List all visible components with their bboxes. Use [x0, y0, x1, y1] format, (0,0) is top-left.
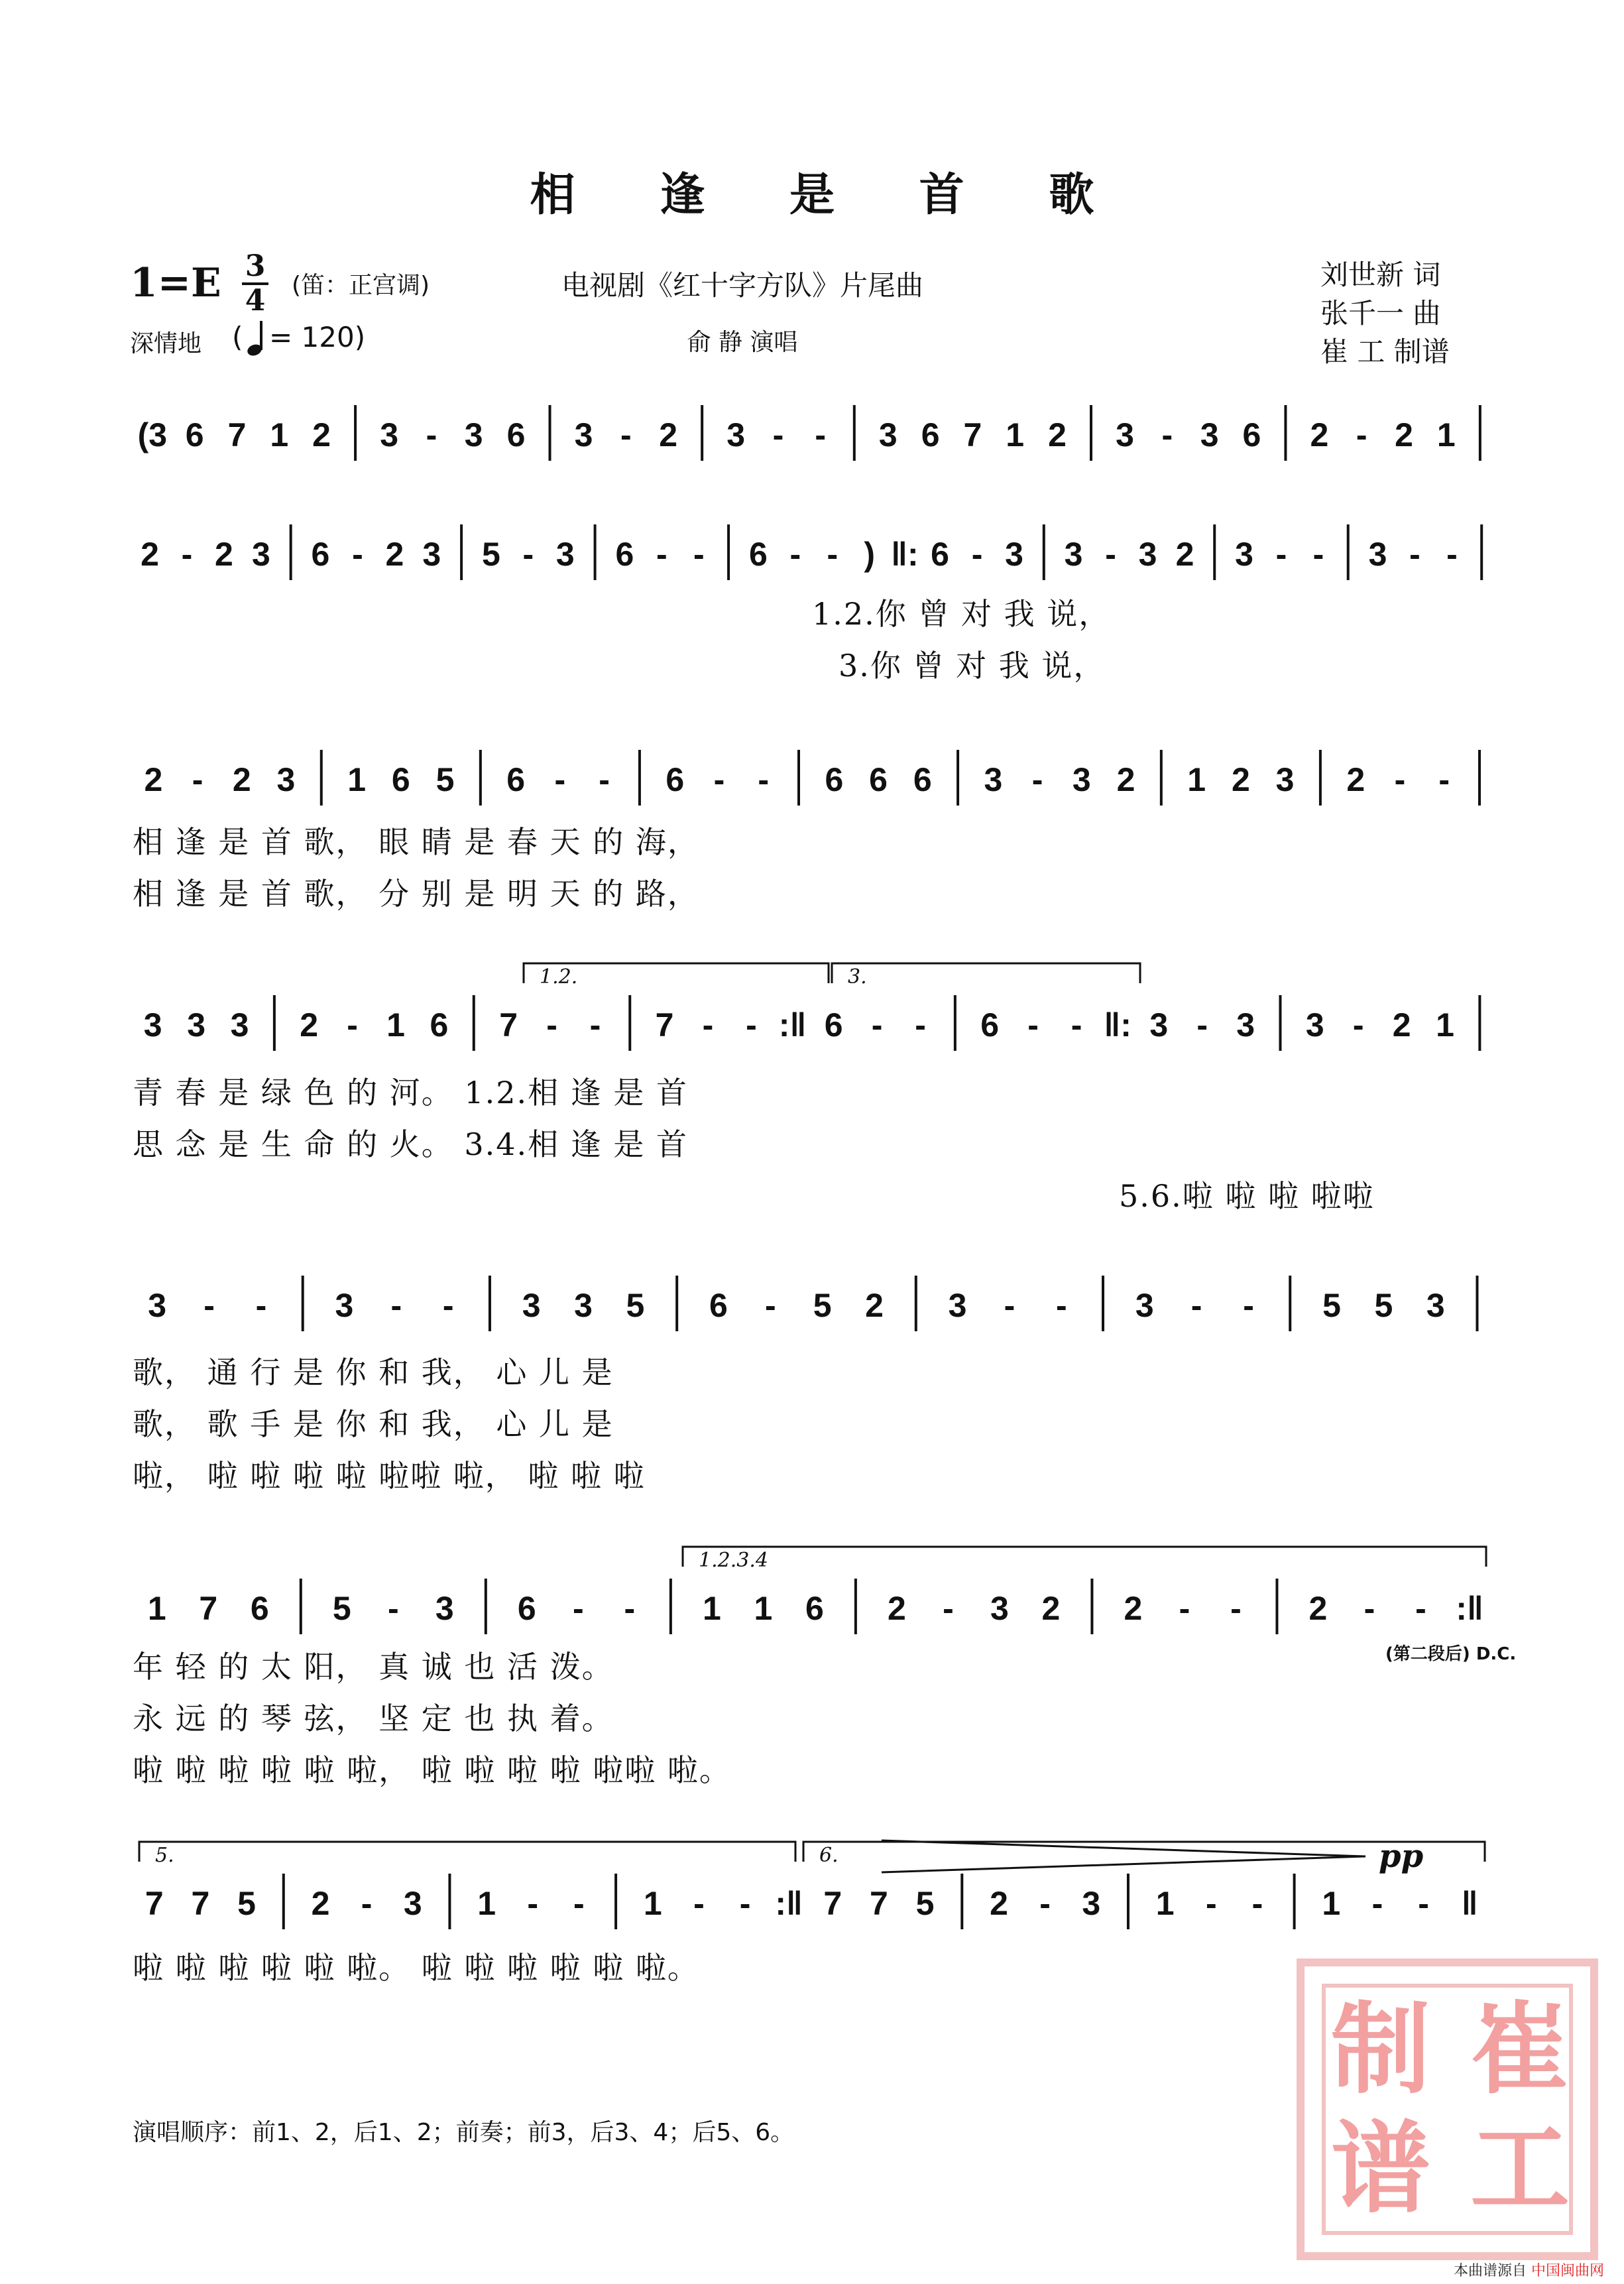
subtitle: 电视剧《红十字方队》片尾曲 — [561, 269, 923, 302]
note-glyph: ‖: — [891, 536, 919, 573]
lyric-row5-line3: 啦， 啦 啦 啦 啦 啦啦 啦， 啦 啦 啦 — [133, 1458, 646, 1494]
note-glyph: 6 — [506, 416, 526, 453]
lyric-row2-line2: 3.你 曾 对 我 说， — [839, 648, 1106, 684]
volta-label: 3. — [848, 965, 867, 989]
note-glyph: - — [181, 536, 193, 573]
note-glyph: - — [1105, 536, 1116, 573]
note-glyph: - — [1004, 1287, 1015, 1324]
note-glyph: 3 — [148, 1287, 167, 1324]
watermark-char: 谱 — [1331, 2110, 1431, 2227]
note-glyph: 2 — [1175, 536, 1194, 573]
note-glyph: 6 — [506, 761, 526, 798]
note-glyph: 3 — [1072, 761, 1091, 798]
credit-lyricist: 刘世新 词 — [1320, 259, 1441, 291]
note-glyph: - — [1071, 1006, 1082, 1044]
note-glyph: - — [1371, 1885, 1383, 1922]
note-glyph: - — [1031, 761, 1043, 798]
note-glyph: 1 — [477, 1885, 496, 1922]
note-glyph: 2 — [141, 536, 159, 573]
note-glyph: - — [1438, 761, 1450, 798]
lyric-row6-line3: 啦 啦 啦 啦 啦 啦， 啦 啦 啦 啦 啦啦 啦。 — [133, 1752, 731, 1788]
note-glyph: 6 — [311, 536, 330, 573]
note-glyph: 2 — [300, 1006, 319, 1044]
note-glyph: 3 — [555, 536, 575, 573]
note-glyph: 6 — [869, 761, 888, 798]
note-glyph: 2 — [215, 536, 233, 573]
watermark-char: 制 — [1331, 1991, 1431, 2108]
pianissimo-marking: pp — [1379, 1838, 1424, 1875]
note-glyph: - — [527, 1885, 539, 1922]
note-glyph: 6 — [825, 761, 844, 798]
note-glyph: - — [764, 1287, 776, 1324]
note-glyph: 5 — [915, 1885, 935, 1922]
note-glyph: 2 — [1116, 761, 1135, 798]
note-glyph: - — [1179, 1590, 1190, 1627]
lyric-row4-line3: 5.6.啦 啦 啦 啦啦 — [1119, 1178, 1375, 1214]
note-glyph: 3 — [1116, 416, 1134, 453]
note-glyph: 5 — [813, 1287, 832, 1324]
note-glyph: 5 — [237, 1885, 256, 1922]
note-glyph: - — [546, 1006, 557, 1044]
note-glyph: - — [620, 416, 632, 453]
note-glyph: - — [573, 1885, 585, 1922]
credit-transcriber: 崔 工 制谱 — [1320, 335, 1450, 368]
note-glyph: 3 — [948, 1287, 967, 1324]
note-glyph: 1 — [1436, 1006, 1454, 1044]
note-glyph: 6 — [1242, 416, 1261, 453]
note-glyph: 6 — [666, 761, 685, 798]
note-glyph: - — [815, 416, 827, 453]
note-glyph: 3 — [1149, 1006, 1169, 1044]
note-glyph: - — [1196, 1006, 1208, 1044]
note-glyph: 3 — [422, 536, 441, 573]
note-glyph: - — [1446, 536, 1458, 573]
note-glyph: ) — [864, 536, 876, 573]
note-glyph: :‖ — [778, 1006, 807, 1044]
note-glyph: 1 — [386, 1006, 405, 1044]
note-glyph: - — [361, 1885, 373, 1922]
note-glyph: - — [772, 416, 784, 453]
note-glyph: 3 — [984, 761, 1003, 798]
note-glyph: - — [1352, 1006, 1364, 1044]
note-glyph: - — [1205, 1885, 1217, 1922]
note-glyph: 2 — [311, 1885, 330, 1922]
note-glyph: - — [943, 1590, 954, 1627]
note-glyph: 3 — [574, 1287, 593, 1324]
note-glyph: 2 — [1048, 416, 1067, 453]
volta-bracket — [832, 963, 1140, 983]
lyric-row4-line1: 青 春 是 绿 色 的 河。 1.2.相 逢 是 首 — [133, 1075, 688, 1111]
note-glyph: 2 — [1124, 1590, 1143, 1627]
note-glyph: - — [915, 1006, 926, 1044]
note-glyph: 1 — [347, 761, 367, 798]
note-glyph: 1 — [270, 416, 289, 453]
note-glyph: 3 — [187, 1006, 206, 1044]
volta-label: 6. — [819, 1844, 839, 1867]
lyric-row3-line1: 相 逢 是 首 歌， 眼 睛 是 春 天 的 海， — [133, 824, 699, 860]
note-glyph: 3 — [522, 1287, 541, 1324]
note-glyph: 2 — [887, 1590, 906, 1627]
note-glyph: 3 — [574, 416, 593, 453]
note-glyph: 7 — [655, 1006, 674, 1044]
note-glyph: - — [589, 1006, 601, 1044]
note-glyph: 3 — [143, 1006, 162, 1044]
note-glyph: 3 — [1135, 1287, 1154, 1324]
note-glyph: 3 — [230, 1006, 249, 1044]
volta-bracket — [683, 1547, 1486, 1567]
hairpin — [882, 1840, 1365, 1872]
note-glyph: 6 — [913, 761, 932, 798]
note-glyph: 3 — [380, 416, 399, 453]
note-glyph: - — [739, 1885, 751, 1922]
note-glyph: - — [192, 761, 203, 798]
watermark-char: 工 — [1470, 2110, 1570, 2227]
note-glyph: 2 — [659, 416, 678, 453]
note-glyph: 6 — [980, 1006, 1000, 1044]
note-glyph: 6 — [748, 536, 768, 573]
song-title: 相 逢 是 首 歌 — [530, 168, 1129, 221]
note-glyph: - — [693, 536, 705, 573]
note-glyph: 3 — [403, 1885, 422, 1922]
volta-label: 1.2. — [540, 965, 578, 989]
volta-bracket — [139, 1842, 795, 1862]
note-glyph: - — [573, 1590, 584, 1627]
lyric-row2-line1: 1.2.你 曾 对 我 说， — [812, 596, 1111, 632]
note-glyph: 3 — [1368, 536, 1387, 573]
note-glyph: 6 — [615, 536, 634, 573]
note-glyph: 5 — [1322, 1287, 1341, 1324]
note-glyph: 7 — [199, 1590, 218, 1627]
note-glyph: 2 — [1041, 1590, 1061, 1627]
note-glyph: - — [1230, 1590, 1242, 1627]
note-glyph: ‖: — [1104, 1006, 1131, 1044]
lyric-row5-line1: 歌， 通 行 是 你 和 我， 心 儿 是 — [133, 1354, 614, 1390]
note-glyph: - — [390, 1287, 402, 1324]
note-glyph: - — [827, 536, 839, 573]
note-glyph: - — [522, 536, 534, 573]
note-glyph: 3 — [726, 416, 746, 453]
note-glyph: 5 — [332, 1590, 351, 1627]
tempo-open: ( — [232, 321, 243, 353]
note-glyph: 7 — [499, 1006, 518, 1044]
note-glyph: - — [1251, 1885, 1263, 1922]
time-signature-top: 3 — [245, 249, 266, 283]
key-signature: 1=E — [130, 260, 221, 306]
lyric-row6-line1: 年 轻 的 太 阳， 真 诚 也 活 泼。 — [133, 1649, 614, 1685]
note-glyph: 6 — [391, 761, 410, 798]
note-glyph: - — [871, 1006, 883, 1044]
note-glyph: 3 — [1005, 536, 1023, 573]
note-glyph: 6 — [250, 1590, 269, 1627]
note-glyph: 7 — [963, 416, 982, 453]
note-glyph: - — [1190, 1287, 1202, 1324]
note-glyph: - — [347, 1006, 358, 1044]
note-glyph: 2 — [1392, 1006, 1411, 1044]
note-glyph: - — [1243, 1287, 1254, 1324]
lyric-row4-line2: 思 念 是 生 命 的 火。 3.4.相 逢 是 首 — [133, 1126, 688, 1162]
note-glyph: 3 — [1275, 761, 1295, 798]
note-glyph: - — [1312, 536, 1324, 573]
note-glyph: - — [554, 761, 566, 798]
note-glyph: 5 — [481, 536, 500, 573]
performer: 俞 静 演唱 — [687, 329, 798, 356]
note-glyph: 2 — [865, 1287, 884, 1324]
note-glyph: 2 — [1231, 761, 1250, 798]
note-glyph: 3 — [1200, 416, 1219, 453]
note-glyph: - — [1055, 1287, 1067, 1324]
note-glyph: 3 — [1082, 1885, 1101, 1922]
note-glyph: 1 — [1187, 761, 1206, 798]
note-glyph: 3 — [1426, 1287, 1445, 1324]
note-glyph: 6 — [430, 1006, 449, 1044]
note-glyph: - — [352, 536, 363, 573]
note-glyph: - — [1275, 536, 1287, 573]
note-glyph: 5 — [1374, 1287, 1393, 1324]
note-glyph: 1 — [1322, 1885, 1341, 1922]
tempo-marking: = 120) — [269, 321, 366, 353]
note-glyph: 3 — [1235, 536, 1253, 573]
note-glyph: - — [1418, 1885, 1429, 1922]
watermark-stamp — [1297, 1958, 1598, 2260]
dc-marking: (第二段后) D.C. — [1385, 1644, 1517, 1664]
note-glyph: - — [746, 1006, 757, 1044]
note-glyph: 3 — [464, 416, 483, 453]
note-glyph: 7 — [227, 416, 247, 453]
note-glyph: 7 — [191, 1885, 210, 1922]
footer-site: 中国闽曲网 — [1531, 2263, 1604, 2279]
note-glyph: 6 — [824, 1006, 843, 1044]
note-glyph: 3 — [276, 761, 296, 798]
tuning-note: (笛：正宫调) — [292, 272, 430, 299]
note-glyph: 7 — [145, 1885, 164, 1922]
note-glyph: 2 — [1308, 1590, 1328, 1627]
note-glyph: 5 — [435, 761, 455, 798]
note-glyph: 2 — [312, 416, 331, 453]
note-glyph: 3 — [878, 416, 898, 453]
time-signature-bottom: 4 — [245, 284, 266, 318]
note-glyph: 2 — [990, 1885, 1008, 1922]
note-glyph: 2 — [232, 761, 251, 798]
note-glyph: 7 — [870, 1885, 888, 1922]
note-glyph: - — [758, 761, 769, 798]
note-glyph: 6 — [931, 536, 949, 573]
note-glyph: 1 — [702, 1590, 721, 1627]
note-glyph: 3 — [990, 1590, 1009, 1627]
note-glyph: 2 — [385, 536, 404, 573]
note-glyph: 2 — [1346, 761, 1365, 798]
note-glyph: 1 — [643, 1885, 662, 1922]
note-glyph: - — [1027, 1006, 1039, 1044]
note-glyph: :‖ — [1456, 1590, 1483, 1627]
performance-order-note: 演唱顺序：前1、2，后1、2；前奏；前3，后3、4；后5、6。 — [133, 2119, 795, 2146]
note-glyph: - — [656, 536, 667, 573]
note-glyph: 6 — [709, 1287, 728, 1324]
note-glyph: 2 — [1395, 416, 1413, 453]
note-glyph: 3 — [1305, 1006, 1324, 1044]
note-glyph: :‖ — [775, 1885, 803, 1922]
note-glyph: - — [1039, 1885, 1051, 1922]
note-glyph: - — [1161, 416, 1173, 453]
note-glyph: - — [442, 1287, 454, 1324]
note-glyph: 6 — [921, 416, 940, 453]
note-glyph: 3 — [335, 1287, 354, 1324]
note-glyph: 3 — [251, 536, 270, 573]
footer-source-text: 本曲谱源自 — [1453, 2263, 1527, 2279]
note-glyph: - — [1363, 1590, 1375, 1627]
note-glyph: - — [789, 536, 801, 573]
note-glyph: - — [599, 761, 610, 798]
note-glyph: 3 — [1236, 1006, 1255, 1044]
note-glyph: 1 — [1436, 416, 1456, 453]
note-glyph: 2 — [1310, 416, 1329, 453]
note-glyph: 3 — [1064, 536, 1083, 573]
lyric-row3-line2: 相 逢 是 首 歌， 分 别 是 明 天 的 路， — [133, 876, 699, 912]
note-glyph: 3 — [1138, 536, 1157, 573]
footer-source — [1454, 2259, 1604, 2280]
note-glyph: (3 — [137, 416, 168, 453]
note-glyph: 5 — [626, 1287, 645, 1324]
note-glyph: - — [702, 1006, 714, 1044]
note-glyph: - — [1415, 1590, 1426, 1627]
note-glyph: 2 — [144, 761, 163, 798]
note-glyph: 1 — [754, 1590, 773, 1627]
note-glyph: - — [971, 536, 983, 573]
note-glyph: - — [255, 1287, 267, 1324]
note-glyph: ‖ — [1461, 1885, 1478, 1922]
expression-marking: 深情地 — [130, 330, 202, 357]
note-glyph: - — [203, 1287, 215, 1324]
note-glyph: - — [426, 416, 437, 453]
note-glyph: - — [713, 761, 725, 798]
note-glyph: 7 — [823, 1885, 842, 1922]
lyric-row7-line1: 啦 啦 啦 啦 啦 啦。 啦 啦 啦 啦 啦 啦。 — [133, 1950, 699, 1986]
note-glyph: 3 — [435, 1590, 454, 1627]
note-glyph: 6 — [805, 1590, 824, 1627]
note-glyph: - — [624, 1590, 636, 1627]
note-glyph: - — [1394, 761, 1406, 798]
note-glyph: - — [1409, 536, 1421, 573]
note-glyph: - — [1356, 416, 1367, 453]
note-glyph: 1 — [1006, 416, 1025, 453]
watermark-char: 崔 — [1470, 1991, 1570, 2108]
note-glyph: 6 — [517, 1590, 536, 1627]
credit-composer: 张千一 曲 — [1320, 297, 1441, 330]
volta-label: 5. — [155, 1844, 174, 1867]
note-glyph: 6 — [185, 416, 204, 453]
lyric-row6-line2: 永 远 的 琴 弦， 坚 定 也 执 着。 — [133, 1701, 614, 1736]
note-glyph: 1 — [147, 1590, 166, 1627]
note-glyph: 1 — [1155, 1885, 1175, 1922]
note-glyph: - — [387, 1590, 399, 1627]
volta-label: 1.2.3.4 — [699, 1549, 768, 1572]
note-glyph: - — [693, 1885, 705, 1922]
lyric-row5-line2: 歌， 歌 手 是 你 和 我， 心 儿 是 — [133, 1406, 614, 1442]
